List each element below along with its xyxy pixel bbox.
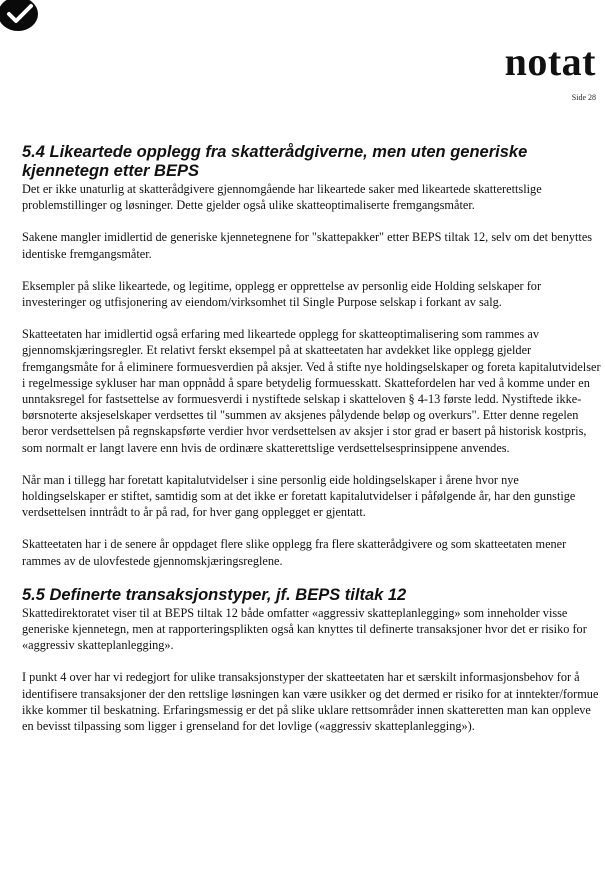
page-number: Side 28 (571, 93, 596, 102)
circle-check-logo-icon (0, 0, 44, 34)
paragraph: Eksempler på slike likeartede, og legitime, opplegg er opprettelse av personlig eide Holding selskaper for investeringer og utfisjonering av eiendom/virksomhet til Single Purpose selskap i forkant av salg. (22, 278, 542, 310)
paragraph: Det er ikke unaturlig at skatterådgivere gjennomgående har likeartede saker med likeartede skatterettslige problemstillinger og løsninger. Dette gjelder også ulike skatteoptimaliserte fremgangsmåter. (22, 182, 542, 213)
paragraph: I punkt 4 over har vi redegjort for ulike transaksjonstyper der skatteetaten har et særskilt informasjonsbehov for å identifisere transaksjoner der den rettslige løsningen kan være usikker og det dermed er risiko for at inntekter/formue ikke kommer til beskatning. Erfaringsmessig er det på slike uklare rettsområder innen skatteretten man kan oppleve en bevisst tilpassing som ligger i grenseland for det lovlige («aggressiv skatteplanlegging»). (22, 670, 599, 734)
brand-title: notat (504, 39, 596, 84)
paragraph: Skatteetaten har i de senere år oppdaget flere slike opplegg fra flere skatterådgivere og som skatteetaten mener rammes av de ulovfestede gjennomskjæringsreglene. (22, 537, 567, 568)
section-heading: 5.4 Likeartede opplegg fra skatterådgiverne, men uten generiske kjennetegn etter BEPS (22, 143, 528, 180)
section-heading: 5.5 Definerte transaksjonstyper, jf. BEPS tiltak 12 (22, 585, 407, 604)
paragraph: Når man i tillegg har foretatt kapitalutvidelser i sine personlig eide holdingselskaper i årene hvor nye holdingselskaper er stiftet, samtidig som at det ikke er foretatt kapitalutvidelser i påfølgende år, har den gunstige verdsettelsen inntrådt to år på rad, for hver gang opplegget er gjentatt. (22, 472, 576, 520)
document-body (22, 143, 602, 734)
paragraph: Skattedirektoratet viser til at BEPS tiltak 12 både omfatter «aggressiv skatteplanlegging» som inneholder visse generiske kjennetegn, men at rapporteringsplikten også kan knyttes til definerte transaksjoner hvor det er risiko for «aggressiv skatteplanlegging». (22, 605, 587, 653)
section-5-5 (22, 586, 602, 734)
paragraph: Sakene mangler imidlertid de generiske kjennetegnene for "skattepakker" etter BEPS tiltak 12, selv om det benyttes identiske fremgangsmåter. (22, 230, 593, 261)
paragraph: Skatteetaten har imidlertid også erfaring med likeartede opplegg for skatteoptimalisering som rammes av gjennomskjæringsregler. Et relativt ferskt eksempel på at skatteetaten har avdekket like opplegg gjelder fremgangsmåte for å eliminere formuesverdien på aksjer. Ved å stifte nye holdingselskaper og foreta kapitalutvidelser i regelmessige sykluser har man oppnådd å spare betydelig formuesskatt. Skattefordelen har ved å komme under en unntaksregel for fastsettelse av formuesverdi i nystiftede selskap i skatteloven § 4-13 første ledd. Nystiftede ikke-børsnoterte aksjeselskaper verdsettes til "summen av aksjenes pålydende beløp og overkurs". Etter denne regelen beror verdsettelsen på regnskapsførte verdier hvor verdsettelsen av aksjer i stor grad er basert på historisk kostpris, som normalt er langt lavere enn hvis de ordinære skatterettslige verdsettelsesprinsippene anvendes. (22, 327, 601, 455)
section-5-4 (22, 143, 602, 569)
